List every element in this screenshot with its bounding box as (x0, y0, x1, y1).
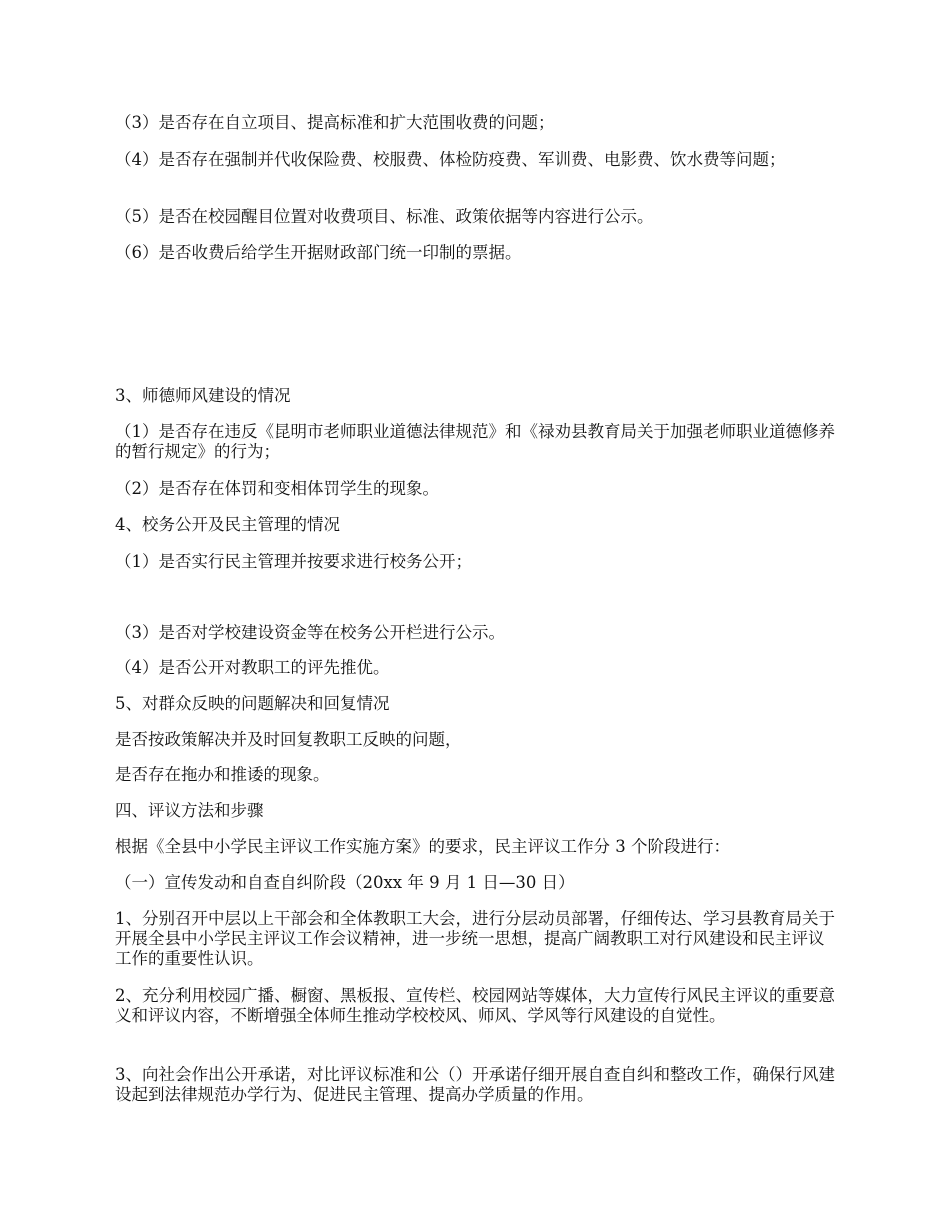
paragraph-step-2: 2、充分利用校园广播、橱窗、黑板报、宣传栏、校园网站等媒体，大力宣传行风民主评议的重要意义和评议内容，不断增强全体师生推动学校校风、师风、学风等行风建设的自觉性。 (115, 986, 835, 1025)
subheading-phase-1: （一）宣传发动和自查自纠阶段（20xx 年 9 月 1 日—30 日） (115, 873, 575, 892)
section-heading-methods: 四、评议方法和步骤 (115, 801, 264, 820)
paragraph-feedback-1: 是否按政策解决并及时回复教职工反映的问题， (115, 730, 462, 749)
section-heading-school-affairs: 4、校务公开及民主管理的情况 (115, 515, 340, 534)
paragraph-fee-item-6: （6）是否收费后给学生开据财政部门统一印制的票据。 (115, 243, 522, 262)
paragraph-fee-item-3: （3）是否存在自立项目、提高标准和扩大范围收费的问题； (115, 113, 555, 132)
paragraph-step-3: 3、向社会作出公开承诺，对比评议标准和公（）开承诺仔细开展自查自纠和整改工作，确保行风建设起到法律规范办学行为、促进民主管理、提高办学质量的作用。 (115, 1065, 835, 1104)
paragraph-affairs-item-3: （3）是否对学校建设资金等在校务公开栏进行公示。 (115, 623, 505, 642)
paragraph-feedback-2: 是否存在拖办和推诿的现象。 (115, 765, 330, 784)
paragraph-affairs-item-1: （1）是否实行民主管理并按要求进行校务公开； (115, 552, 472, 571)
paragraph-affairs-item-4: （4）是否公开对教职工的评先推优。 (115, 658, 390, 677)
paragraph-ethics-item-2: （2）是否存在体罚和变相体罚学生的现象。 (115, 479, 439, 498)
paragraph-fee-item-4: （4）是否存在强制并代收保险费、校服费、体检防疫费、军训费、电影费、饮水费等问题； (115, 150, 786, 169)
section-heading-teacher-ethics: 3、师德师风建设的情况 (115, 386, 291, 405)
paragraph-step-1: 1、分别召开中层以上干部会和全体教职工大会，进行分层动员部署，仔细传达、学习县教育局关于开展全县中小学民主评议工作会议精神，进一步统一思想，提高广阔教职工对行风建设和民主评议工作的重要性认识。 (115, 909, 835, 968)
paragraph-fee-item-5: （5）是否在校园醒目位置对收费项目、标准、政策依据等内容进行公示。 (115, 207, 654, 226)
section-heading-public-feedback: 5、对群众反映的问题解决和回复情况 (115, 694, 390, 713)
paragraph-ethics-item-1: （1）是否存在违反《昆明市老师职业道德法律规范》和《禄劝县教育局关于加强老师职业道德修养的暂行规定》的行为； (115, 422, 835, 461)
paragraph-methods-intro: 根据《全县中小学民主评议工作实施方案》的要求，民主评议工作分 3 个阶段进行： (115, 837, 730, 856)
